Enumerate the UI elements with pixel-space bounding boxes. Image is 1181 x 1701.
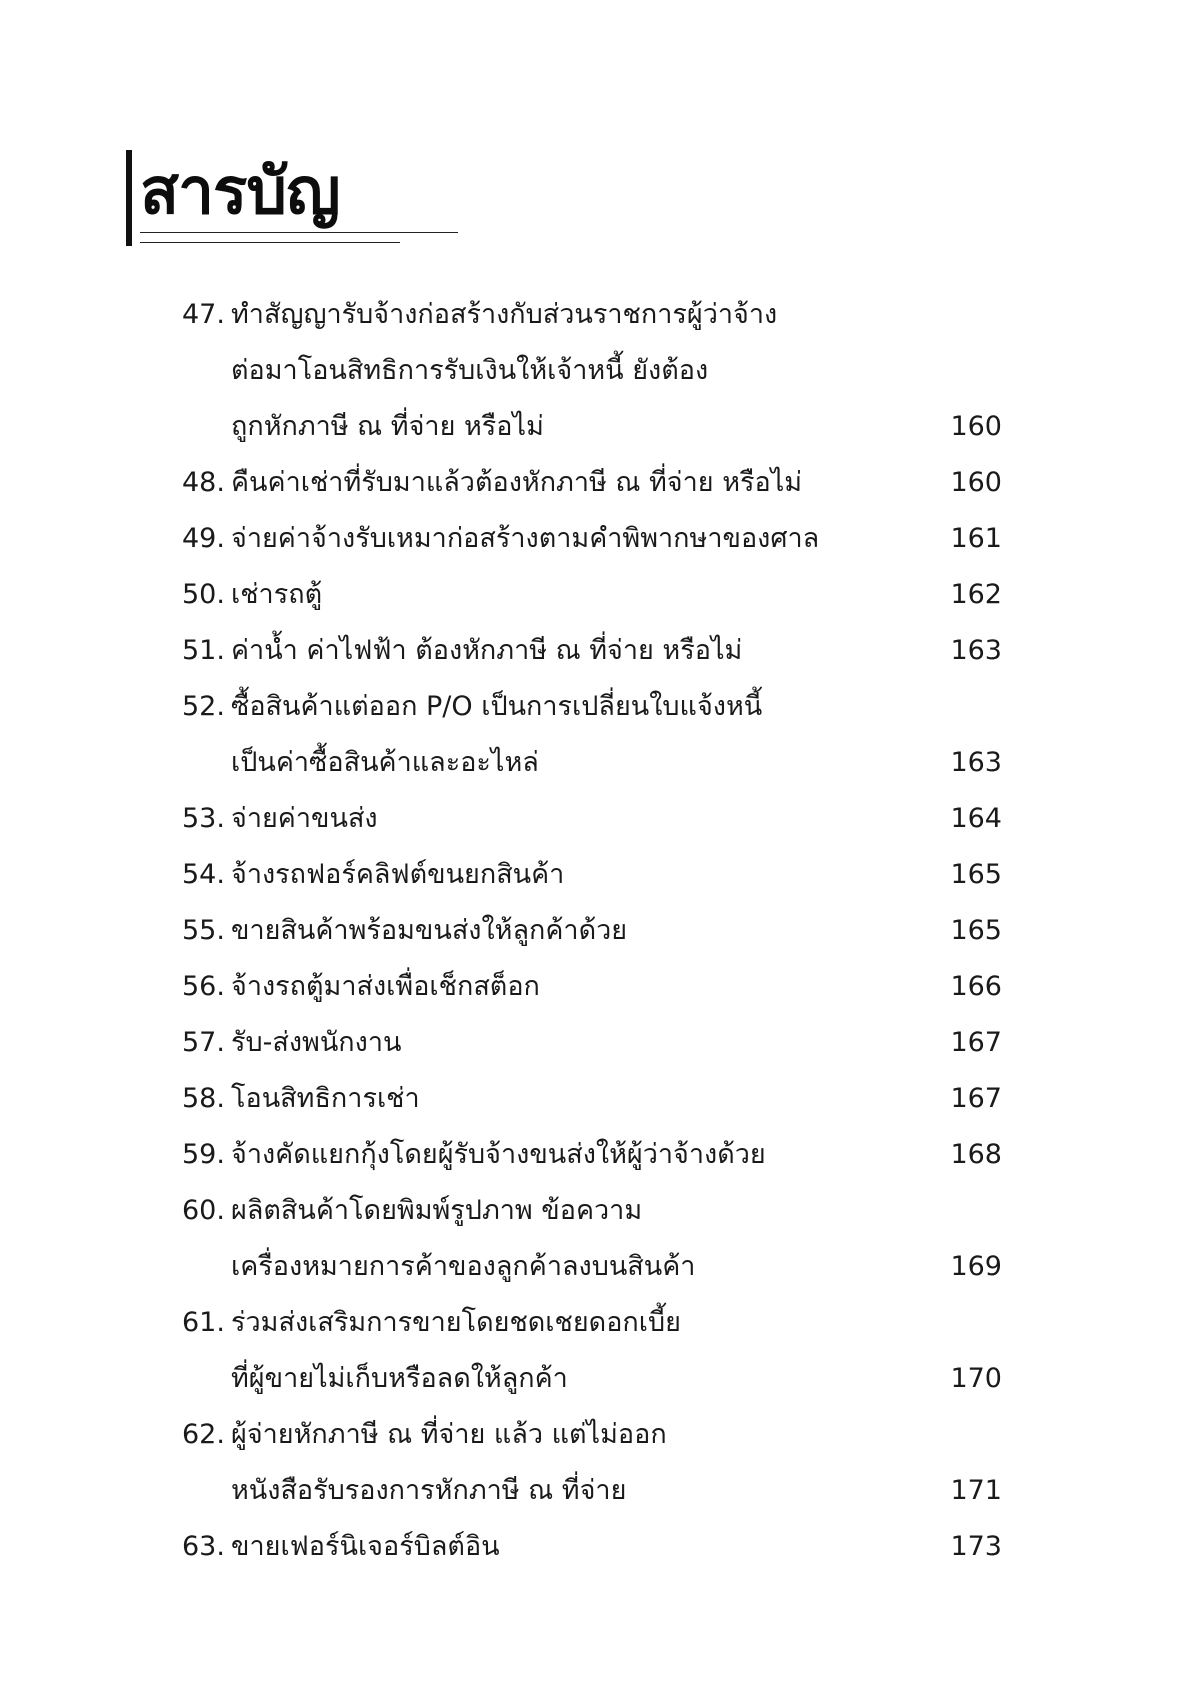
toc-entry-number: 49.	[182, 523, 225, 554]
toc-entry-title: ขายเฟอร์นิเจอร์บิลต์อิน	[231, 1531, 500, 1562]
toc-entry-continuation	[182, 343, 1002, 399]
toc-entry-number: 56.	[182, 971, 225, 1002]
toc-entry-title: จ้างรถฟอร์คลิฟต์ขนยกสินค้า	[231, 859, 565, 890]
toc-entry-page: 170	[950, 1363, 1002, 1394]
toc-entry-number: 48.	[182, 467, 225, 498]
toc-entry	[182, 511, 1002, 567]
toc-entry-continuation	[182, 1351, 1002, 1407]
toc-entry-page: 165	[950, 859, 1002, 890]
toc-entry-page: 171	[950, 1475, 1002, 1506]
toc-entry-number: 53.	[182, 803, 225, 834]
toc-entry-title: โอนสิทธิการเช่า	[231, 1083, 420, 1114]
toc-entry-page: 160	[950, 411, 1002, 442]
toc-entry-number: 62.	[182, 1419, 225, 1450]
toc-entry-title: จ่ายค่าขนส่ง	[231, 803, 378, 834]
toc-entry-page: 168	[950, 1139, 1002, 1170]
toc-entry-page: 164	[950, 803, 1002, 834]
toc-entry-title: ทำสัญญารับจ้างก่อสร้างกับส่วนราชการผู้ว่าจ้าง	[231, 299, 778, 330]
heading-accent-bar	[126, 150, 132, 246]
toc-entry-page: 167	[950, 1083, 1002, 1114]
toc-entry-number: 47.	[182, 299, 225, 330]
toc-entry-page: 169	[950, 1251, 1002, 1282]
toc-entry	[182, 959, 1002, 1015]
toc-entry-title: ถูกหักภาษี ณ ที่จ่าย หรือไม่	[231, 411, 544, 442]
toc-entry-page: 173	[950, 1531, 1002, 1562]
toc-entry-page: 163	[950, 747, 1002, 778]
toc-entry-page: 163	[950, 635, 1002, 666]
toc-entry-number: 54.	[182, 859, 225, 890]
toc-entry-page: 167	[950, 1027, 1002, 1058]
toc-entry-page: 160	[950, 467, 1002, 498]
toc-entry	[182, 903, 1002, 959]
toc-entry	[182, 1071, 1002, 1127]
toc-entry-page: 165	[950, 915, 1002, 946]
heading-underline-long	[140, 232, 458, 233]
toc-entry-number: 51.	[182, 635, 225, 666]
toc-entry-number: 58.	[182, 1083, 225, 1114]
toc-heading	[126, 150, 466, 250]
toc-entry-title: คืนค่าเช่าที่รับมาแล้วต้องหักภาษี ณ ที่จ่าย หรือไม่	[231, 467, 803, 498]
toc-entry-number: 60.	[182, 1195, 225, 1226]
toc-entry-title: ซื้อสินค้าแต่ออก P/O เป็นการเปลี่ยนใบแจ้งหนี้	[231, 691, 763, 722]
toc-entry	[182, 1407, 1002, 1463]
toc-entry-number: 61.	[182, 1307, 225, 1338]
toc-entry	[182, 1127, 1002, 1183]
toc-entry-title: หนังสือรับรองการหักภาษี ณ ที่จ่าย	[231, 1475, 627, 1506]
toc-entry-continuation	[182, 735, 1002, 791]
toc-entry-page: 166	[950, 971, 1002, 1002]
toc-entry	[182, 847, 1002, 903]
toc-entry-title: ผู้จ่ายหักภาษี ณ ที่จ่าย แล้ว แต่ไม่ออก	[231, 1419, 667, 1450]
toc-entry	[182, 1295, 1002, 1351]
table-of-contents	[182, 287, 1002, 1575]
toc-entry	[182, 791, 1002, 847]
toc-entry	[182, 1015, 1002, 1071]
toc-entry	[182, 679, 1002, 735]
toc-entry	[182, 1183, 1002, 1239]
toc-entry-title: ที่ผู้ขายไม่เก็บหรือลดให้ลูกค้า	[231, 1363, 568, 1394]
toc-entry-number: 63.	[182, 1531, 225, 1562]
toc-entry-title: ค่าน้ำ ค่าไฟฟ้า ต้องหักภาษี ณ ที่จ่าย หรือไม่	[231, 635, 743, 666]
toc-entry-number: 57.	[182, 1027, 225, 1058]
toc-entry-continuation	[182, 1463, 1002, 1519]
toc-entry-title: ต่อมาโอนสิทธิการรับเงินให้เจ้าหนี้ ยังต้อง	[231, 355, 709, 386]
page-title: สารบัญ	[140, 155, 340, 229]
toc-entry-page: 161	[950, 523, 1002, 554]
toc-entry-title: ขายสินค้าพร้อมขนส่งให้ลูกค้าด้วย	[231, 915, 628, 946]
toc-entry-continuation	[182, 1239, 1002, 1295]
toc-entry	[182, 623, 1002, 679]
toc-entry-number: 59.	[182, 1139, 225, 1170]
toc-entry-number: 50.	[182, 579, 225, 610]
toc-entry	[182, 567, 1002, 623]
toc-entry-title: จ่ายค่าจ้างรับเหมาก่อสร้างตามคำพิพากษาของศาล	[231, 523, 820, 554]
toc-entry-title: เป็นค่าซื้อสินค้าและอะไหล่	[231, 747, 539, 778]
toc-entry-title: จ้างคัดแยกกุ้งโดยผู้รับจ้างขนส่งให้ผู้ว่าจ้างด้วย	[231, 1139, 766, 1170]
toc-entry	[182, 1519, 1002, 1575]
toc-entry	[182, 287, 1002, 343]
toc-entry-number: 55.	[182, 915, 225, 946]
toc-entry	[182, 455, 1002, 511]
toc-entry-title: เครื่องหมายการค้าของลูกค้าลงบนสินค้า	[231, 1251, 696, 1282]
toc-entry-continuation	[182, 399, 1002, 455]
toc-entry-number: 52.	[182, 691, 225, 722]
toc-entry-title: ผลิตสินค้าโดยพิมพ์รูปภาพ ข้อความ	[231, 1195, 643, 1226]
toc-entry-title: จ้างรถตู้มาส่งเพื่อเช็กสต็อก	[231, 971, 540, 1002]
toc-entry-title: เช่ารถตู้	[231, 579, 323, 610]
toc-entry-page: 162	[950, 579, 1002, 610]
heading-underline-short	[140, 242, 400, 243]
toc-entry-title: ร่วมส่งเสริมการขายโดยชดเชยดอกเบี้ย	[231, 1307, 681, 1338]
toc-entry-title: รับ-ส่งพนักงาน	[231, 1027, 402, 1058]
